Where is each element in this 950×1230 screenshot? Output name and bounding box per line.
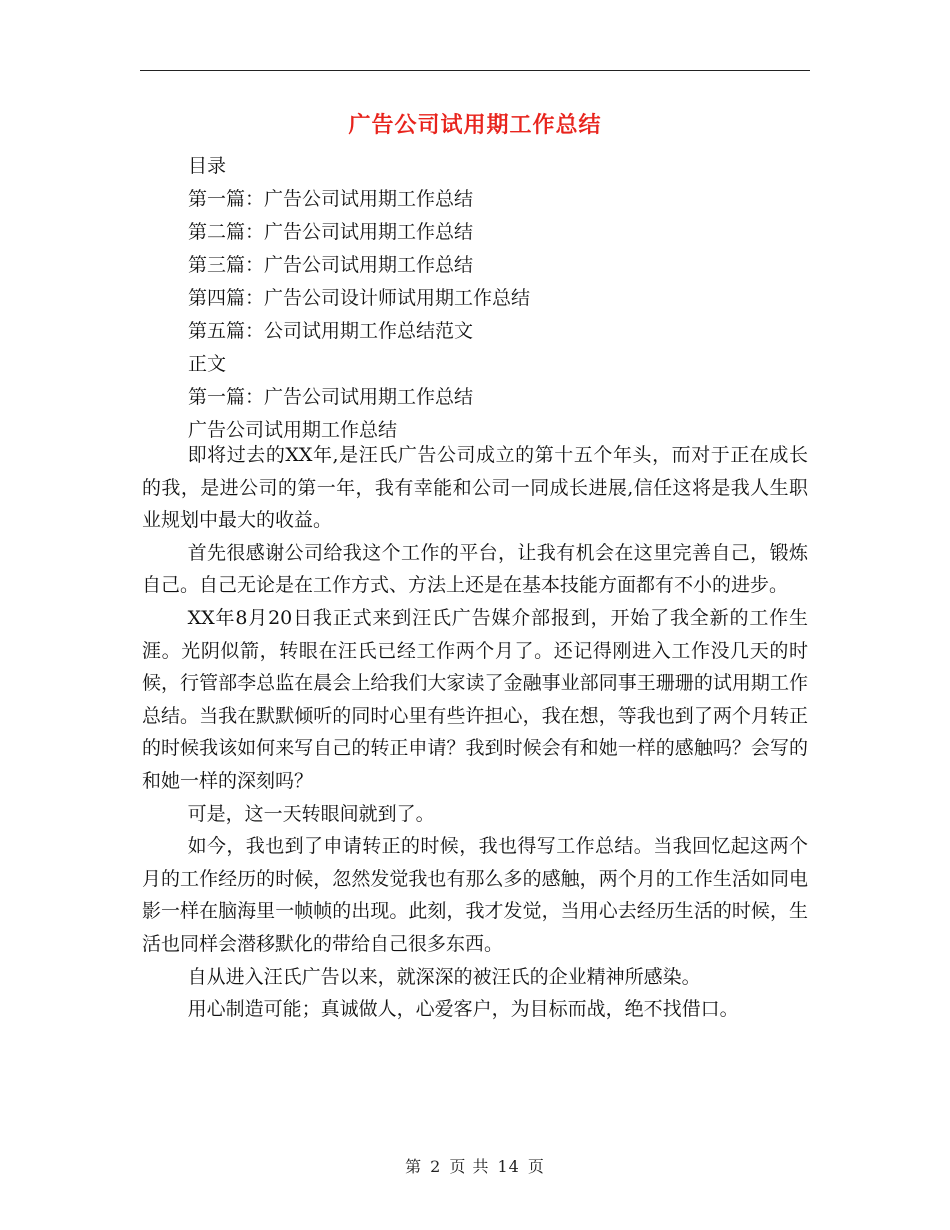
page-footer <box>0 1154 950 1177</box>
toc-item-3: 第三篇：广告公司试用期工作总结 <box>188 254 474 276</box>
paragraph: 用心制造可能；真诚做人，心爱客户，为目标而战，绝不找借口。 <box>187 998 739 1021</box>
section-subtitle: 广告公司试用期工作总结 <box>188 419 398 441</box>
toc-item-4: 第四篇：广告公司设计师试用期工作总结 <box>188 287 531 309</box>
footer-suffix: 页 <box>527 1157 545 1176</box>
header-rule <box>140 70 810 71</box>
footer-prefix: 第 <box>405 1157 423 1176</box>
footer-middle: 页 共 <box>449 1157 490 1176</box>
document-title: 广告公司试用期工作总结 <box>348 112 602 138</box>
total-page-count: 14 <box>497 1157 520 1176</box>
body-text <box>142 439 808 1026</box>
table-of-contents <box>188 150 808 447</box>
paragraph: 如今，我也到了申请转正的时候，我也得写工作总结。当我回忆起这两个月的工作经历的时候，忽然发觉我也有那么多的感触，两个月的工作生活如同电影一样在脑海里一帧帧的出现。此刻，我才发觉，当用心去经历生活的时候，生活也同样会潜移默化的带给自己很多东西。 <box>142 835 808 955</box>
paragraph: XX年8月20日我正式来到汪氏广告媒介部报到，开始了我全新的工作生涯。光阴似箭，转眼在汪氏已经工作两个月了。还记得刚进入工作没几天的时候，行管部李总监在晨会上给我们大家读了金融事业部同事王珊珊的试用期工作总结。当我在默默倾听的同时心里有些许担心，我在想，等我也到了两个月转正的时候我该如何来写自己的转正申请？我到时候会有和她一样的感触吗？会写的和她一样的深刻吗？ <box>142 606 808 792</box>
paragraph: 自从进入汪氏广告以来，就深深的被汪氏的企业精神所感染。 <box>187 965 701 988</box>
paragraph: 可是，这一天转眼间就到了。 <box>187 802 435 825</box>
toc-item-2: 第二篇：广告公司试用期工作总结 <box>188 221 474 243</box>
paragraph: 即将过去的XX年,是汪氏广告公司成立的第十五个年头，而对于正在成长的我，是进公司的第一年，我有幸能和公司一同成长进展,信任这将是我人生职业规划中最大的收益。 <box>142 444 808 532</box>
section-heading: 第一篇：广告公司试用期工作总结 <box>188 386 474 408</box>
paragraph: 首先很感谢公司给我这个工作的平台，让我有机会在这里完善自己，锻炼自己。自己无论是在工作方式、方法上还是在基本技能方面都有不小的进步。 <box>142 541 808 597</box>
toc-item-5: 第五篇：公司试用期工作总结范文 <box>188 320 474 342</box>
current-page-number: 2 <box>430 1157 442 1176</box>
toc-heading: 目录 <box>188 155 227 177</box>
toc-item-1: 第一篇：广告公司试用期工作总结 <box>188 188 474 210</box>
body-heading: 正文 <box>188 353 227 375</box>
